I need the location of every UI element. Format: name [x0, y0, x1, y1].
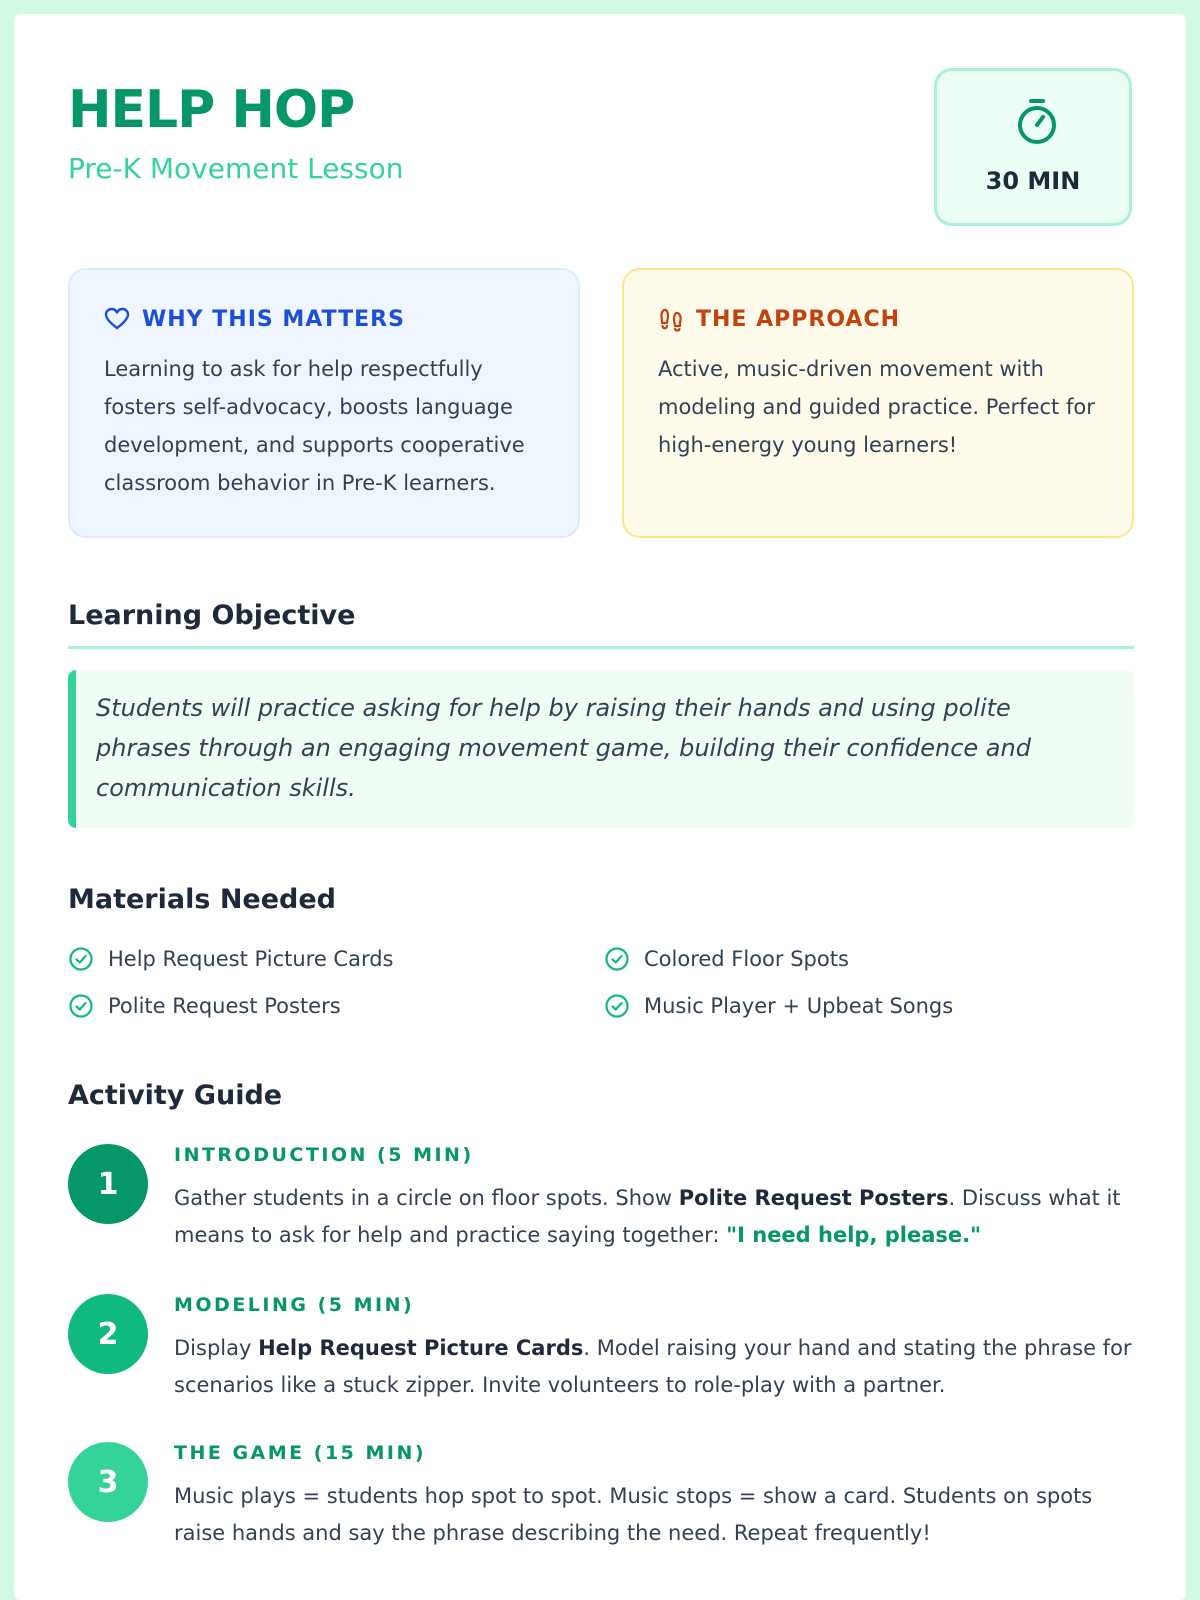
material-label: Polite Request Posters	[108, 994, 341, 1018]
step-number-badge: 1	[68, 1144, 148, 1224]
why-card-title: WHY THIS MATTERS	[142, 306, 405, 332]
material-label: Colored Floor Spots	[644, 947, 849, 971]
footprints-icon	[658, 306, 684, 332]
step-number-badge: 2	[68, 1294, 148, 1374]
check-circle-icon	[68, 993, 94, 1019]
approach-card-title: THE APPROACH	[696, 306, 901, 332]
stopwatch-icon	[1015, 97, 1059, 147]
objective-heading: Learning Objective	[68, 600, 356, 631]
material-item	[68, 942, 394, 976]
step-title: INTRODUCTION (5 MIN)	[174, 1144, 474, 1166]
heart-icon	[104, 306, 130, 332]
lesson-subtitle: Pre-K Movement Lesson	[68, 152, 404, 185]
step-description: Gather students in a circle on floor spots. Show Polite Request Posters. Discuss what it means to ask for help and practice saying together: "I need help, please."	[174, 1186, 1121, 1247]
material-label: Music Player + Upbeat Songs	[644, 994, 954, 1018]
step-description: Music plays = students hop spot to spot. Music stops = show a card. Students on spots raise hands and say the phrase describing the need. Repeat frequently!	[174, 1484, 1093, 1545]
lesson-page	[14, 14, 1186, 1600]
why-card-header	[104, 302, 544, 336]
materials-heading: Materials Needed	[68, 884, 337, 915]
material-item	[604, 989, 953, 1023]
step-description: Display Help Request Picture Cards. Model raising your hand and stating the phrase for scenarios like a stuck zipper. Invite volunteers to role-play with a partner.	[174, 1336, 1132, 1397]
check-circle-icon	[604, 993, 630, 1019]
approach-card-text: Active, music-driven movement with modeling and guided practice. Perfect for high-energy young learners!	[658, 357, 1095, 457]
duration-badge	[934, 68, 1132, 226]
the-approach-card	[622, 268, 1134, 538]
objective-callout	[68, 670, 1134, 828]
step-number-badge: 3	[68, 1442, 148, 1522]
step-material-highlight: Polite Request Posters	[678, 1186, 949, 1210]
why-this-matters-card	[68, 268, 580, 538]
step-material-highlight: Help Request Picture Cards	[258, 1336, 584, 1360]
check-circle-icon	[68, 946, 94, 972]
material-item	[604, 942, 849, 976]
material-item	[68, 989, 341, 1023]
why-card-text: Learning to ask for help respectfully fosters self-advocacy, boosts language development, and supports cooperative classroom behavior in Pre-K learners.	[104, 357, 525, 495]
step-title: MODELING (5 MIN)	[174, 1294, 415, 1316]
objective-divider	[68, 646, 1134, 649]
lesson-title: HELP HOP	[68, 80, 355, 140]
approach-card-header	[658, 302, 1098, 336]
duration-label: 30 MIN	[985, 167, 1081, 195]
objective-text: Students will practice asking for help by raising their hands and using polite phrases through an engaging movement game, building their confidence and communication skills.	[96, 694, 1031, 802]
step-title: THE GAME (15 MIN)	[174, 1442, 427, 1464]
activity-heading: Activity Guide	[68, 1080, 283, 1111]
step-phrase-highlight: "I need help, please."	[726, 1223, 982, 1247]
check-circle-icon	[604, 946, 630, 972]
material-label: Help Request Picture Cards	[108, 947, 394, 971]
